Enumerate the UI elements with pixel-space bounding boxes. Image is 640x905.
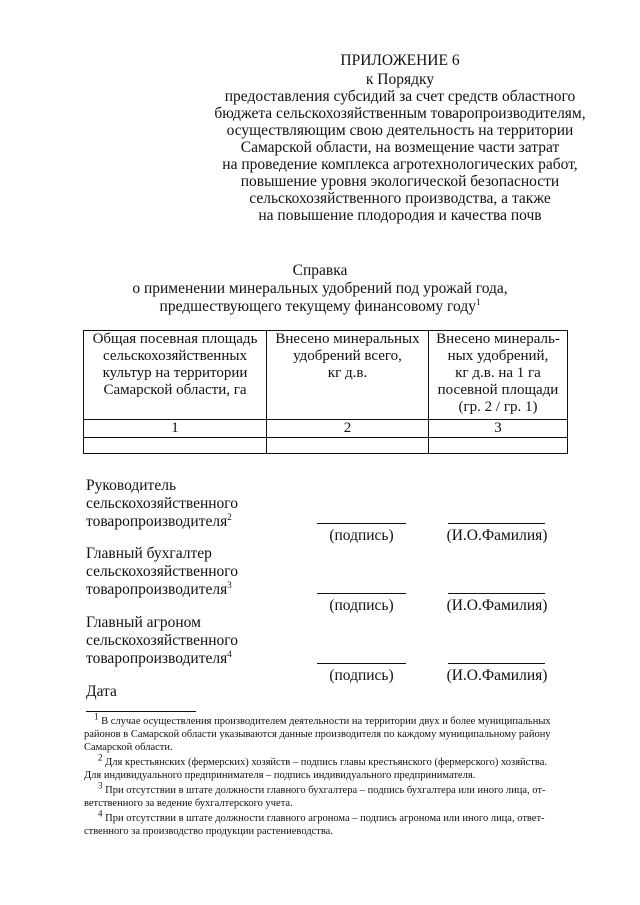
header-line: осуществляющим свою деятельность на территории bbox=[226, 122, 574, 139]
appendix-header bbox=[170, 52, 630, 224]
signature-caption: (подпись) bbox=[329, 527, 394, 544]
table-cell[interactable] bbox=[84, 438, 267, 454]
name-line[interactable] bbox=[448, 523, 545, 524]
title-line: предшествующего текущему финансовому году$^1$ bbox=[159, 296, 481, 315]
footnote: $^3$ При отсутствии в штате должности главного бухгалтера – подпись бухгалтера или иного лица, от- bbox=[98, 780, 546, 796]
table-header-row bbox=[84, 331, 568, 420]
date-label: Дата bbox=[86, 683, 117, 700]
header-line: на проведение комплекса агротехнологических работ, bbox=[222, 156, 578, 173]
footnote-line: районов в Самарской области указываются данные производителя по каждому муниципальному району bbox=[84, 729, 551, 740]
footnote-separator bbox=[86, 711, 196, 712]
column-number: 1 bbox=[84, 420, 267, 438]
table-cell[interactable] bbox=[429, 438, 568, 454]
column-header-area: Общая посевная площадь сельскохозяйственных культур на территории Самарской области, га bbox=[84, 331, 267, 420]
document-title bbox=[60, 262, 580, 316]
title-line: Справка bbox=[292, 262, 348, 279]
signature-line[interactable] bbox=[317, 523, 406, 524]
title-line: о применении минеральных удобрений под урожай года, bbox=[132, 280, 508, 297]
header-line: Самарской области, на возмещение части затрат bbox=[240, 139, 560, 156]
footnotes bbox=[84, 711, 568, 838]
footnote-ref: 3 bbox=[227, 579, 232, 590]
table-cell[interactable] bbox=[267, 438, 429, 454]
name-line[interactable] bbox=[448, 593, 545, 594]
column-header-per-ha: Внесено минераль- ных удобрений, кг д.в. на 1 га посевной площади (гр. 2 / гр. 1) bbox=[429, 331, 568, 420]
table-row bbox=[84, 438, 568, 454]
footnote: $^2$ Для крестьянских (фермерских) хозяйств – подпись главы крестьянского (фермерского) хозяйства. bbox=[98, 752, 548, 768]
signature-line[interactable] bbox=[317, 663, 406, 664]
footnote-line: ственного за производство продукции растениеводства. bbox=[84, 826, 333, 837]
column-number: 2 bbox=[267, 420, 429, 438]
footnote-ref: 1 bbox=[475, 296, 481, 307]
footnote-line: Для индивидуального предпринимателя – подпись индивидуального предпринимателя. bbox=[84, 770, 476, 781]
header-line: повышение уровня экологической безопасности bbox=[240, 173, 560, 190]
name-caption: (И.О.Фамилия) bbox=[446, 527, 548, 544]
name-line[interactable] bbox=[448, 663, 545, 664]
signature-caption: (подпись) bbox=[329, 597, 394, 614]
header-line: предоставления субсидий за счет средств областного bbox=[224, 88, 576, 105]
footnote-line: Самарской области. bbox=[84, 742, 173, 753]
footnote-ref: 4 bbox=[227, 648, 232, 659]
table-number-row bbox=[84, 420, 568, 438]
footnote: $^1$ В случае осуществления производителем деятельности на территории двух и более муниципальных bbox=[94, 711, 551, 727]
footnote-line: ветственного за ведение бухгалтерского учета. bbox=[84, 798, 293, 809]
signature-caption: (подпись) bbox=[329, 667, 394, 684]
signature-label-director: Руководитель сельскохозяйственного товаропроизводителя$^2$ bbox=[86, 477, 239, 530]
signature-line[interactable] bbox=[317, 593, 406, 594]
fertilizer-table bbox=[83, 330, 568, 454]
signature-label-accountant: Главный бухгалтер сельскохозяйственного товаропроизводителя$^3$ bbox=[86, 545, 239, 598]
header-line: сельскохозяйственного производства, а также bbox=[249, 190, 551, 207]
footnote: $^4$ При отсутствии в штате должности главного агронома – подпись агронома или иного лица, ответ- bbox=[98, 808, 545, 824]
header-line: на повышение плодородия и качества почв bbox=[258, 207, 542, 224]
name-caption: (И.О.Фамилия) bbox=[446, 667, 548, 684]
header-line: бюджета сельскохозяйственным товаропроизводителям, bbox=[214, 105, 586, 122]
column-number: 3 bbox=[429, 420, 568, 438]
footnote-ref: 2 bbox=[227, 511, 232, 522]
appendix-title: ПРИЛОЖЕНИЕ 6 bbox=[340, 52, 460, 69]
column-header-total: Внесено минеральных удобрений всего, кг д.в. bbox=[267, 331, 429, 420]
header-line: к Порядку bbox=[365, 71, 435, 88]
name-caption: (И.О.Фамилия) bbox=[446, 597, 548, 614]
signature-label-agronomist: Главный агроном сельскохозяйственного товаропроизводителя$^4$ bbox=[86, 614, 239, 667]
